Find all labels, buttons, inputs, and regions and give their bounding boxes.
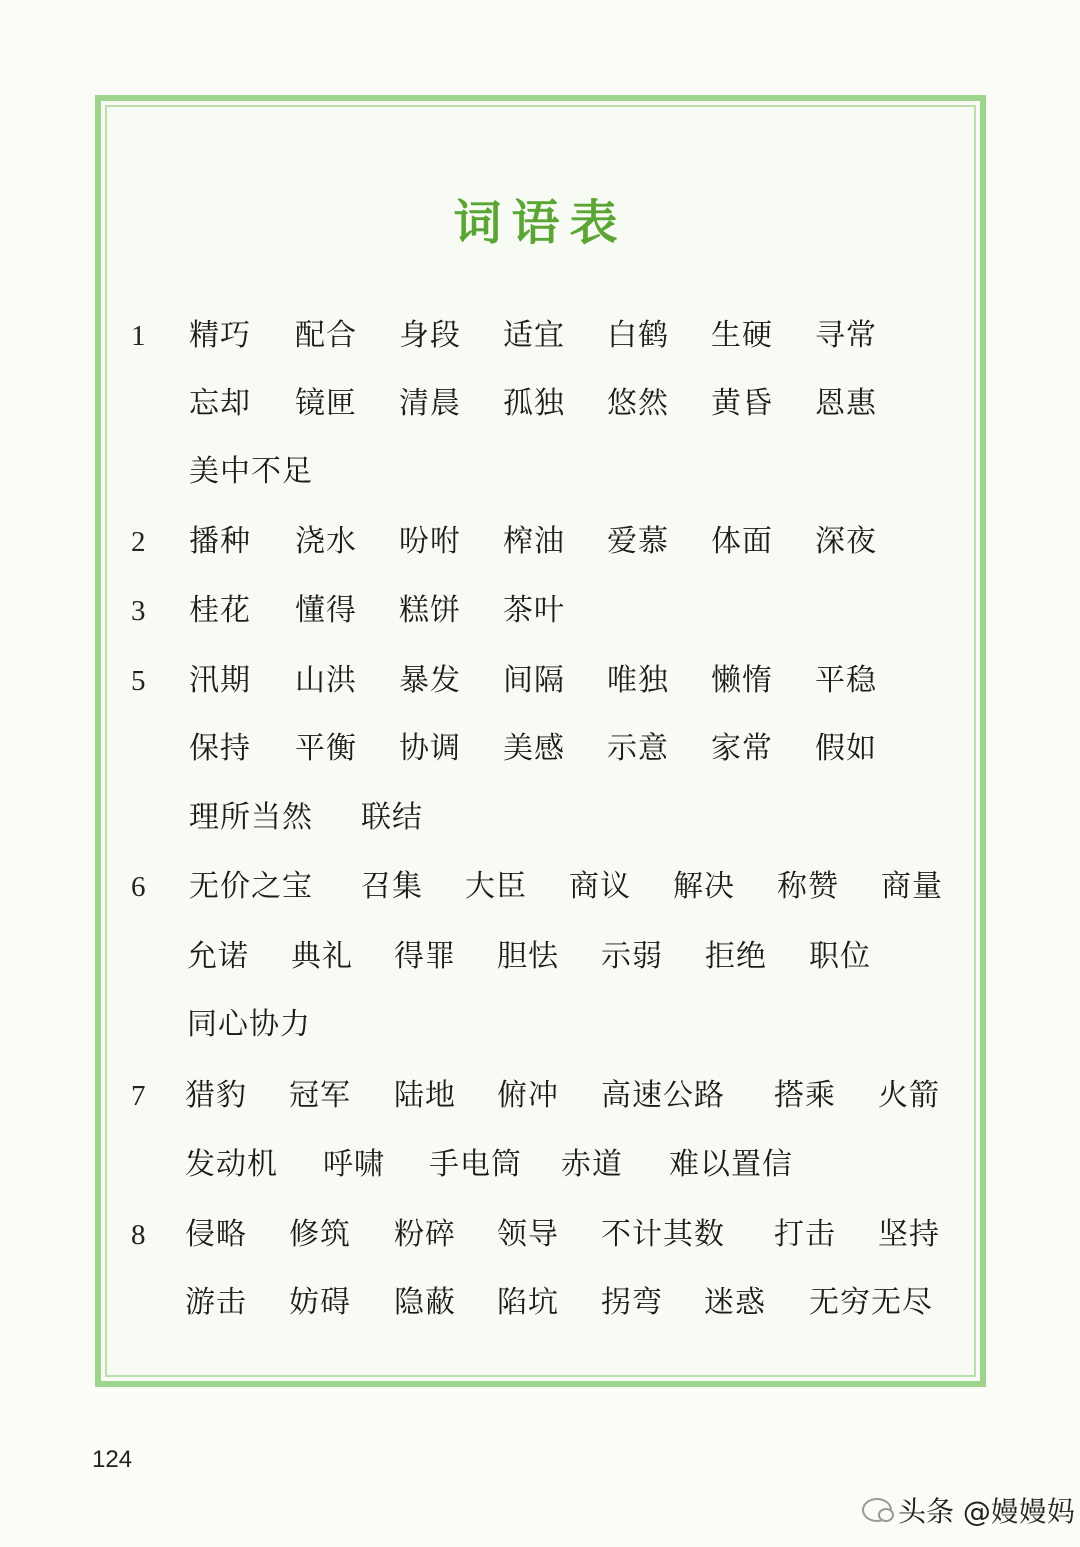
- vocab-word: 难以置信: [669, 1147, 793, 1182]
- vocab-word: 坚持: [878, 1217, 940, 1252]
- vocab-word: 赤道: [561, 1147, 623, 1182]
- vocab-word: 侵略: [185, 1217, 247, 1252]
- vocab-word: 糕饼: [399, 593, 461, 628]
- vocab-word: 保持: [189, 731, 251, 766]
- vocab-word: 间隔: [503, 663, 565, 698]
- vocab-word: 孤独: [503, 386, 565, 421]
- lesson-number: 2: [131, 526, 146, 558]
- vocab-word: 配合: [295, 318, 357, 353]
- vocab-word: 懒惰: [711, 663, 773, 698]
- vocab-word: 镜匣: [295, 386, 357, 421]
- vocab-word: 美感: [503, 731, 565, 766]
- vocab-word: 猎豹: [185, 1078, 247, 1113]
- lesson-number: 5: [131, 665, 146, 697]
- vocab-word: 妨碍: [289, 1285, 351, 1320]
- vocab-word: 商议: [569, 869, 631, 904]
- vocab-word: 职位: [809, 939, 871, 974]
- vocab-word: 陆地: [394, 1078, 456, 1113]
- lesson-number: 3: [131, 595, 146, 627]
- vocab-word: 黄昏: [711, 386, 773, 421]
- vocab-word: 游击: [185, 1285, 247, 1320]
- lesson-number: 7: [131, 1080, 146, 1112]
- vocab-word: 爱慕: [607, 524, 669, 559]
- vocab-word: 拒绝: [705, 939, 767, 974]
- vocab-word: 修筑: [289, 1217, 351, 1252]
- vocab-word: 联结: [361, 800, 423, 835]
- vocab-word: 冠军: [289, 1078, 351, 1113]
- vocab-word: 精巧: [189, 318, 251, 353]
- vocab-word: 体面: [711, 524, 773, 559]
- vocab-word: 理所当然: [189, 800, 313, 835]
- vocab-word: 手电筒: [429, 1147, 522, 1182]
- vocab-word: 典礼: [291, 939, 353, 974]
- vocab-word: 悠然: [607, 386, 669, 421]
- vocab-word: 搭乘: [774, 1078, 836, 1113]
- vocab-word: 商量: [881, 869, 943, 904]
- watermark-text: 头条 @嫚嫚妈: [898, 1495, 1075, 1528]
- vocab-word: 召集: [361, 869, 423, 904]
- lesson-number: 6: [131, 871, 146, 903]
- page-number: 124: [92, 1446, 133, 1473]
- vocab-word: 寻常: [815, 318, 877, 353]
- vocab-word: 隐蔽: [394, 1285, 456, 1320]
- vocab-word: 家常: [711, 731, 773, 766]
- vocab-word: 白鹤: [607, 318, 669, 353]
- vocab-word: 生硬: [711, 318, 773, 353]
- vocab-word: 桂花: [189, 593, 251, 628]
- vocab-word: 美中不足: [189, 454, 313, 489]
- vocab-word: 不计其数: [601, 1217, 725, 1252]
- vocab-word: 适宜: [503, 318, 565, 353]
- vocab-word: 懂得: [295, 593, 357, 628]
- vocab-word: 发动机: [185, 1147, 278, 1182]
- wechat-icon: [862, 1498, 892, 1522]
- vocab-word: 汛期: [189, 663, 251, 698]
- vocab-word: 示弱: [601, 939, 663, 974]
- vocab-word: 平稳: [815, 663, 877, 698]
- vocab-word: 茶叶: [503, 593, 565, 628]
- vocab-word: 高速公路: [601, 1078, 725, 1113]
- vocab-word: 领导: [497, 1217, 559, 1252]
- vocab-word: 假如: [815, 731, 877, 766]
- vocab-word: 暴发: [399, 663, 461, 698]
- vocab-word: 平衡: [295, 731, 357, 766]
- vocab-word: 播种: [189, 524, 251, 559]
- vocab-word: 身段: [399, 318, 461, 353]
- vocab-word: 火箭: [878, 1078, 940, 1113]
- vocab-word: 山洪: [295, 663, 357, 698]
- vocab-word: 示意: [607, 731, 669, 766]
- vocab-word: 俯冲: [497, 1078, 559, 1113]
- watermark: [862, 1490, 1075, 1530]
- vocab-word: 大臣: [465, 869, 527, 904]
- vocab-word: 同心协力: [187, 1007, 311, 1042]
- lesson-number: 1: [131, 320, 146, 352]
- vocab-word: 胆怯: [497, 939, 559, 974]
- vocab-word: 忘却: [189, 386, 251, 421]
- vocab-word: 无价之宝: [189, 869, 313, 904]
- vocab-word: 陷坑: [497, 1285, 559, 1320]
- vocab-word: 迷惑: [704, 1285, 766, 1320]
- vocab-word: 得罪: [394, 939, 456, 974]
- lesson-number: 8: [131, 1219, 146, 1251]
- vocab-word: 吩咐: [399, 524, 461, 559]
- vocab-word: 榨油: [503, 524, 565, 559]
- vocab-word: 呼啸: [323, 1147, 385, 1182]
- vocab-word: 解决: [673, 869, 735, 904]
- vocab-word: 深夜: [815, 524, 877, 559]
- vocab-word: 恩惠: [815, 386, 877, 421]
- vocab-word: 协调: [399, 731, 461, 766]
- vocab-word: 称赞: [777, 869, 839, 904]
- vocab-word: 拐弯: [601, 1285, 663, 1320]
- word-list-frame: [95, 95, 986, 1387]
- vocab-word: 允诺: [187, 939, 249, 974]
- vocab-word: 浇水: [295, 524, 357, 559]
- vocab-word: 打击: [774, 1217, 836, 1252]
- vocab-word: 唯独: [607, 663, 669, 698]
- vocab-word: 无穷无尽: [809, 1285, 933, 1320]
- vocab-word: 粉碎: [394, 1217, 456, 1252]
- vocab-word: 清晨: [399, 386, 461, 421]
- page-title: 词语表: [453, 195, 628, 251]
